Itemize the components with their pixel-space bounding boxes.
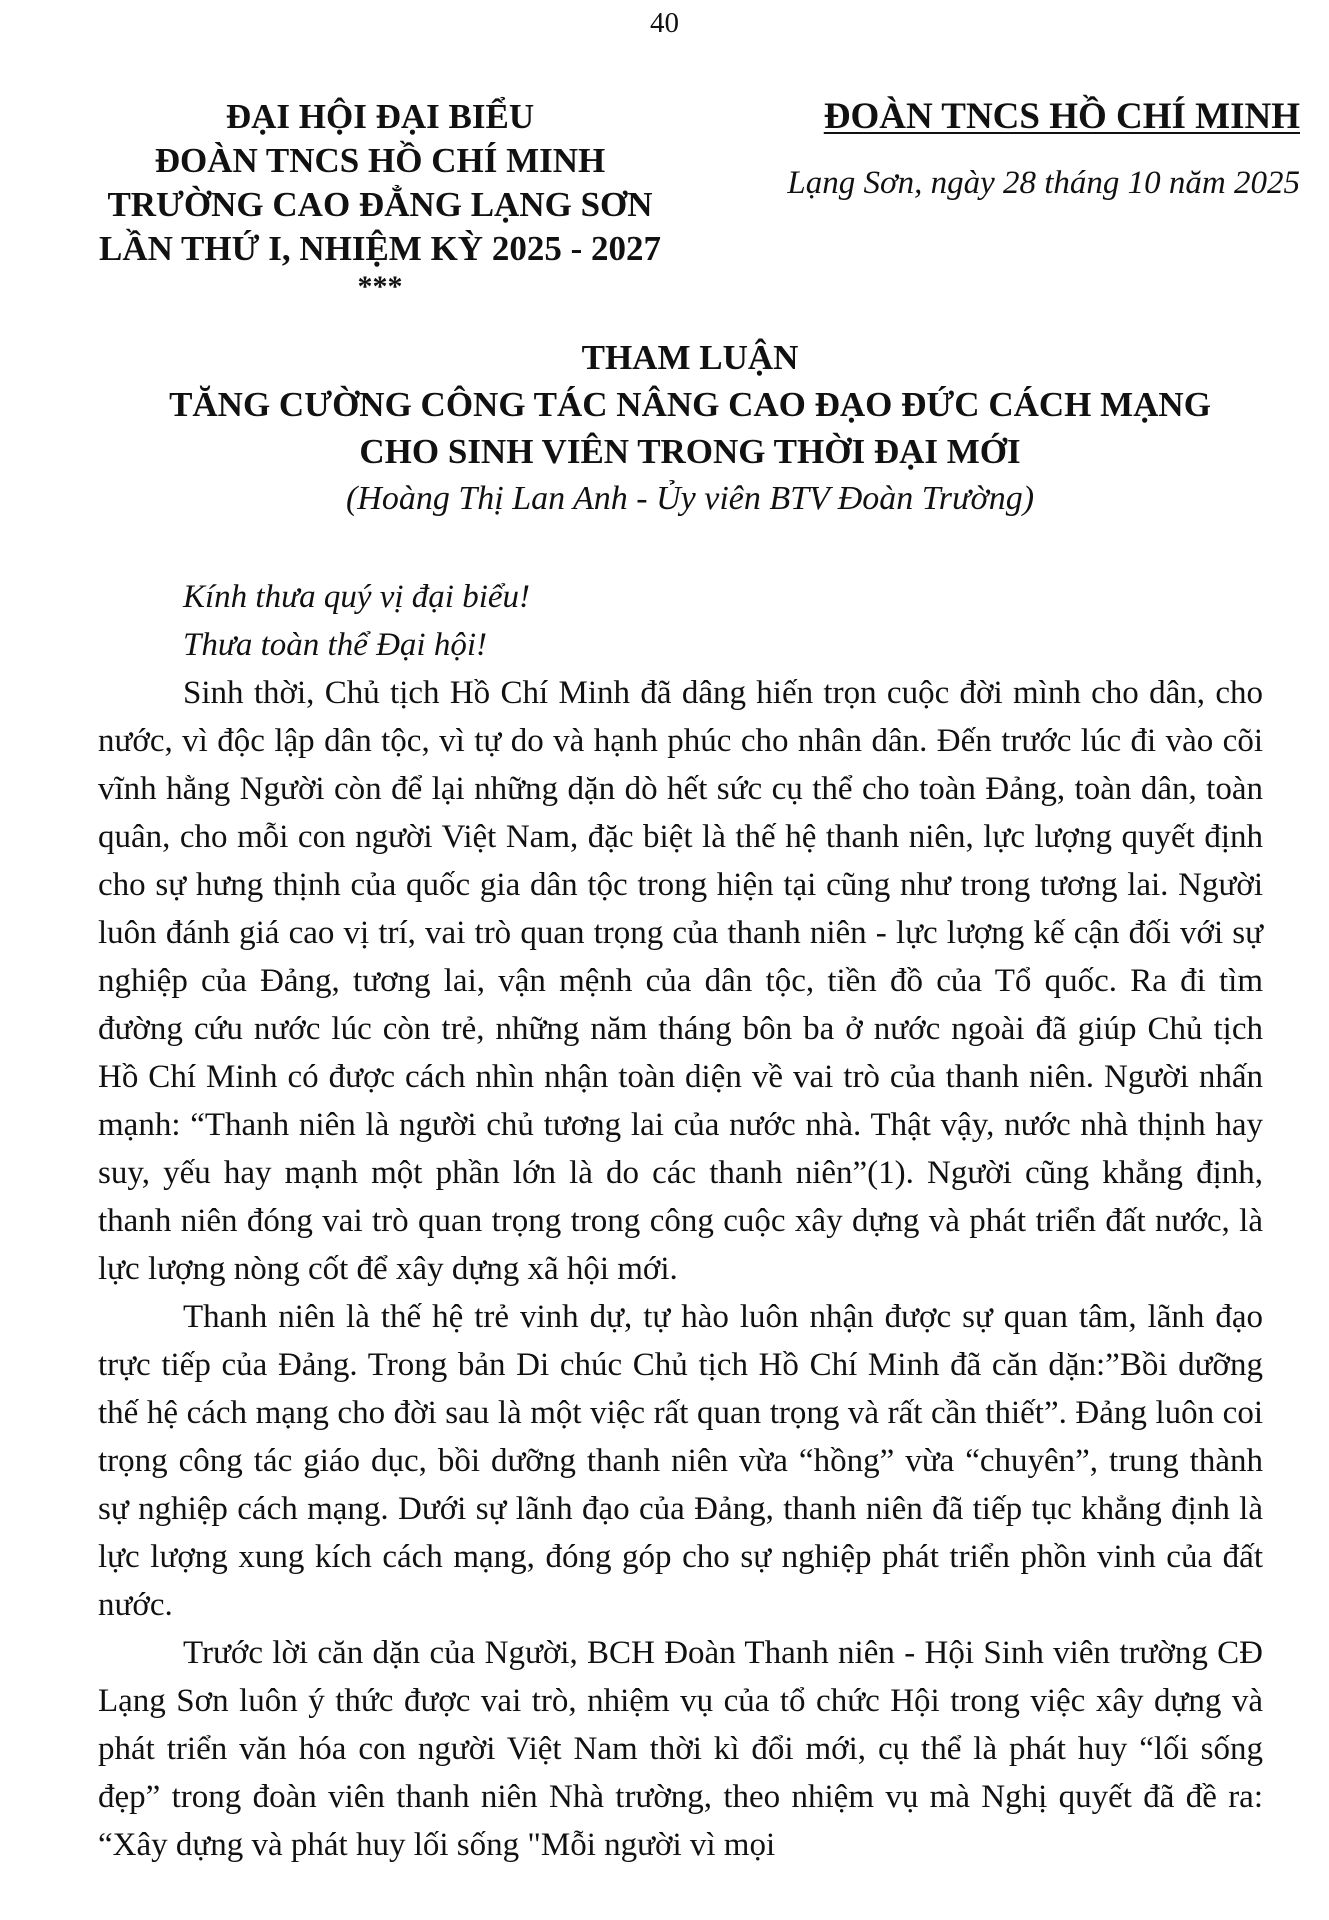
document-title-block: [80, 334, 1300, 522]
body-paragraph-3: Trước lời căn dặn của Người, BCH Đoàn Thanh niên - Hội Sinh viên trường CĐ Lạng Sơn luôn ý thức được vai trò, nhiệm vụ của tổ chức Hội trong việc xây dựng và phát triển văn hóa con người Việt Nam thời kì đổi mới, cụ thể là phát huy “lối sống đẹp” trong đoàn viên thanh niên Nhà trường, theo nhiệm vụ mà Nghị quyết đã đề ra: “Xây dựng và phát huy lối sống "Mỗi người vì mọi: [98, 1635, 1263, 1863]
congress-header-line-1: ĐẠI HỘI ĐẠI BIỂU: [225, 97, 535, 136]
congress-header-line-2: ĐOÀN TNCS HỒ CHÍ MINH: [154, 141, 606, 180]
greeting-1: Kính thưa quý vị đại biểu!: [183, 579, 531, 615]
congress-header-line-4: LẦN THỨ I, NHIỆM KỲ 2025 - 2027: [99, 229, 661, 268]
date-line: Lạng Sơn, ngày 28 tháng 10 năm 2025: [787, 165, 1300, 201]
document-title-line-1: TĂNG CƯỜNG CÔNG TÁC NÂNG CAO ĐẠO ĐỨC CÁCH MẠNG: [169, 385, 1211, 424]
organization-name: ĐOÀN TNCS HỒ CHÍ MINH: [823, 96, 1300, 137]
body-paragraph-1: Sinh thời, Chủ tịch Hồ Chí Minh đã dâng hiến trọn cuộc đời mình cho dân, cho nước, vì độc lập dân tộc, vì tự do và hạnh phúc cho nhân dân. Đến trước lúc đi vào cõi vĩnh hằng Người còn để lại những dặn dò hết sức cụ thể cho toàn Đảng, toàn dân, toàn quân, cho mỗi con người Việt Nam, đặc biệt là thế hệ thanh niên, lực lượng quyết định cho sự hưng thịnh của quốc gia dân tộc trong hiện tại cũng như trong tương lai. Người luôn đánh giá cao vị trí, vai trò quan trọng của thanh niên - lực lượng kế cận đối với sự nghiệp của Đảng, tương lai, vận mệnh của dân tộc, tiền đồ của Tổ quốc. Ra đi tìm đường cứu nước lúc còn trẻ, những năm tháng bôn ba ở nước ngoài đã giúp Chủ tịch Hồ Chí Minh có được cách nhìn nhận toàn diện về vai trò của thanh niên. Người nhấn mạnh: “Thanh niên là người chủ tương lai của nước nhà. Thật vậy, nước nhà thịnh hay suy, yếu hay mạnh một phần lớn là do các thanh niên”(1). Người cũng khẳng định, thanh niên đóng vai trò quan trọng trong công cuộc xây dựng và phát triển đất nước, là lực lượng nòng cốt để xây dựng xã hội mới.: [98, 675, 1263, 1287]
header-stars: ***: [357, 270, 403, 303]
author-line: (Hoàng Thị Lan Anh - Ủy viên BTV Đoàn Trường): [345, 480, 1035, 517]
congress-header: [80, 95, 680, 303]
greeting-2: Thưa toàn thể Đại hội!: [183, 627, 487, 663]
page-number: 40: [650, 7, 679, 39]
document-body: [98, 573, 1263, 1869]
document-type: THAM LUẬN: [581, 338, 799, 377]
body-paragraph-2: Thanh niên là thế hệ trẻ vinh dự, tự hào luôn nhận được sự quan tâm, lãnh đạo trực tiếp của Đảng. Trong bản Di chúc Chủ tịch Hồ Chí Minh đã căn dặn:”Bồi dưỡng thế hệ cách mạng cho đời sau là một việc rất quan trọng và rất cần thiết”. Đảng luôn coi trọng công tác giáo dục, bồi dưỡng thanh niên vừa “hồng” vừa “chuyên”, trung thành sự nghiệp cách mạng. Dưới sự lãnh đạo của Đảng, thanh niên đã tiếp tục khẳng định là lực lượng xung kích cách mạng, đóng góp cho sự nghiệp phát triển phồn vinh của đất nước.: [98, 1299, 1263, 1623]
organization-header: [680, 95, 1300, 205]
document-title-line-2: CHO SINH VIÊN TRONG THỜI ĐẠI MỚI: [359, 432, 1021, 471]
congress-header-line-3: TRƯỜNG CAO ĐẲNG LẠNG SƠN: [107, 185, 653, 224]
